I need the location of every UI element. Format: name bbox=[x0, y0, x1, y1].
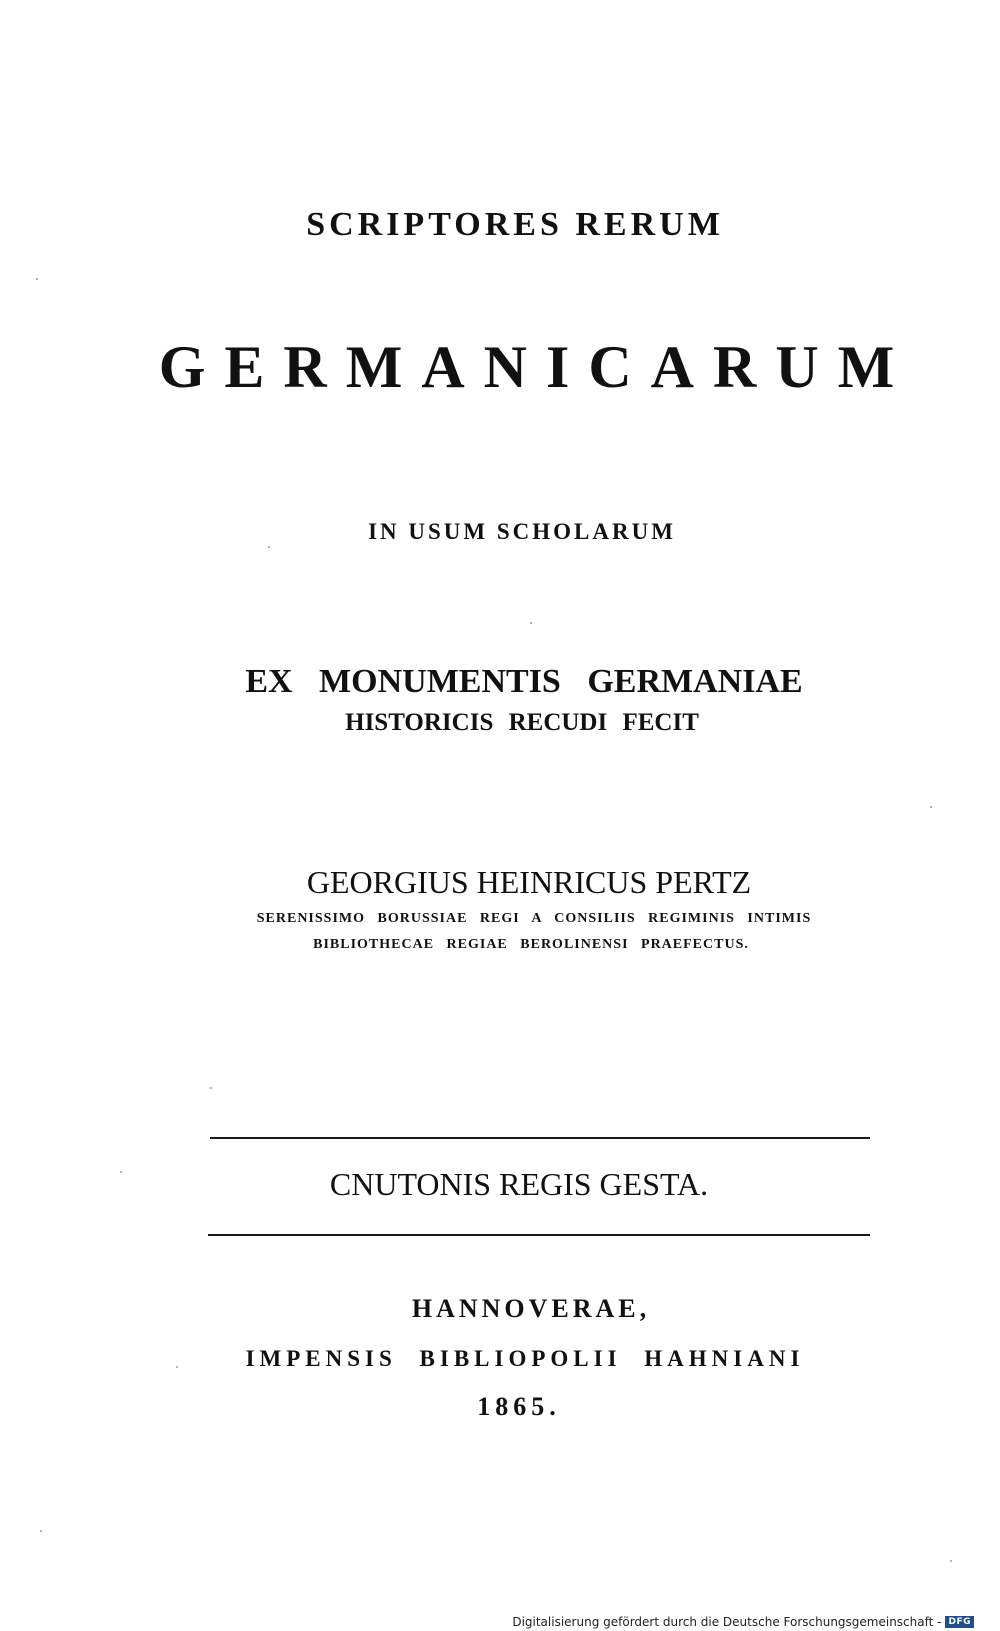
top-rule-divider bbox=[210, 1137, 870, 1139]
imprint-year: 1865. bbox=[477, 1392, 561, 1421]
series-title-line-1: SCRIPTORES RERUM bbox=[306, 206, 724, 243]
imprint-publisher: IMPENSIS BIBLIOPOLII HAHNIANI bbox=[245, 1346, 805, 1371]
scan-speck bbox=[950, 1560, 952, 1562]
dfg-logo-icon: DFG bbox=[945, 1616, 974, 1628]
editor-role-line-2: BIBLIOTHECAE REGIAE BEROLINENSI PRAEFECTUS. bbox=[313, 937, 749, 952]
series-title-line-2: GERMANICARUM bbox=[158, 334, 914, 400]
scan-speck bbox=[40, 1530, 42, 1532]
series-subtitle: IN USUM SCHOLARUM bbox=[368, 519, 676, 544]
source-line-1: EX MONUMENTIS GERMANIAE bbox=[245, 663, 803, 700]
source-line-2: HISTORICIS RECUDI FECIT bbox=[345, 709, 699, 736]
scan-speck bbox=[530, 622, 532, 624]
imprint-place: HANNOVERAE, bbox=[411, 1294, 651, 1323]
editor-role-line-1: SERENISSIMO BORUSSIAE REGI A CONSILIIS REGIMINIS INTIMIS bbox=[256, 911, 812, 926]
scan-speck bbox=[36, 278, 38, 280]
work-title: CNUTONIS REGIS GESTA. bbox=[329, 1166, 709, 1202]
bottom-rule-divider bbox=[208, 1234, 870, 1236]
digitization-credit-text: Digitalisierung gefördert durch die Deutsche Forschungsgemeinschaft - bbox=[512, 1615, 942, 1629]
scan-speck bbox=[210, 1087, 212, 1089]
scan-speck bbox=[930, 806, 932, 808]
scan-speck bbox=[176, 1366, 178, 1368]
editor-name: GEORGIUS HEINRICUS PERTZ bbox=[306, 864, 752, 900]
scan-speck bbox=[120, 1171, 122, 1173]
scan-speck bbox=[268, 546, 270, 548]
digitization-credit bbox=[512, 1615, 974, 1629]
